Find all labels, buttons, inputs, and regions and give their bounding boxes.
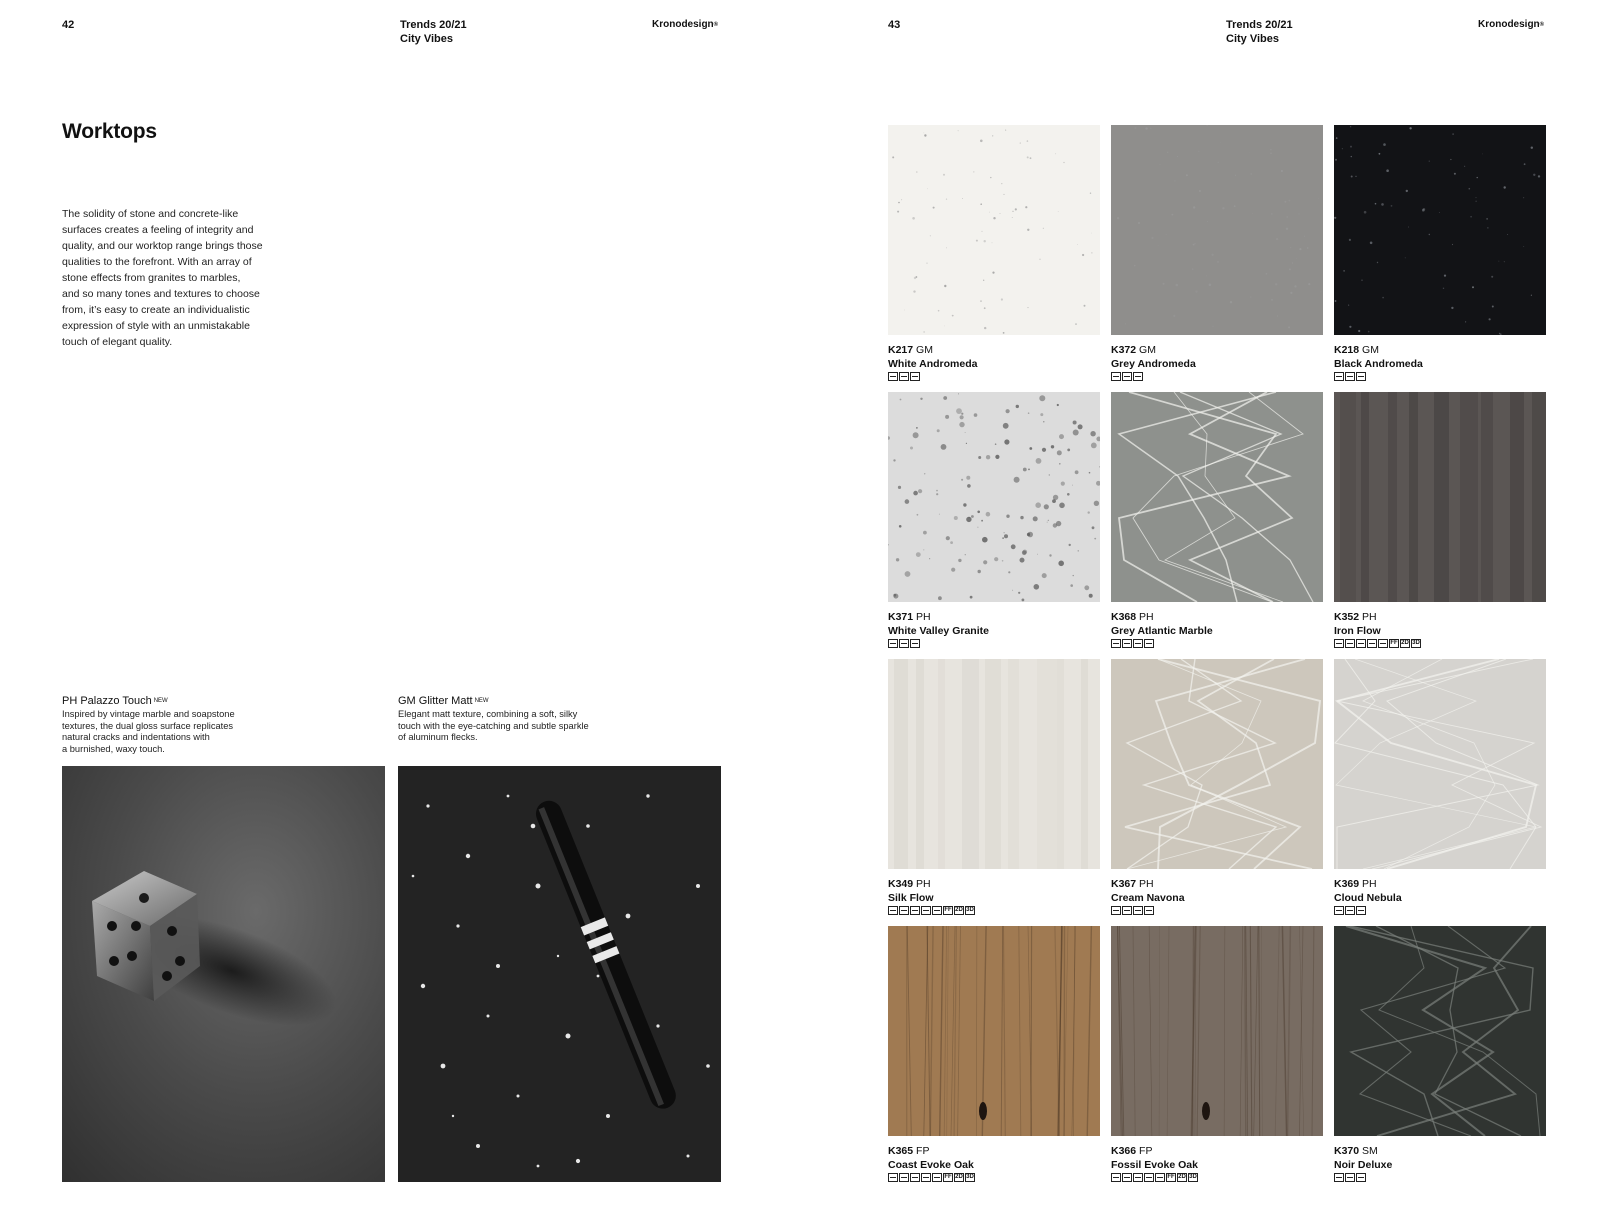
swatch-name: White Valley Granite xyxy=(888,625,989,637)
brand-right xyxy=(1478,18,1544,32)
swatch-caption xyxy=(1111,343,1323,381)
application-icon xyxy=(1133,639,1143,648)
intro-paragraph xyxy=(62,206,267,350)
swatch-finish: PH xyxy=(1359,878,1377,890)
brand-left xyxy=(652,18,718,32)
page-title: Worktops xyxy=(62,120,157,143)
feature-glitter xyxy=(398,694,618,744)
application-icons xyxy=(888,372,1100,381)
application-icon xyxy=(1144,906,1154,915)
swatch-finish: PH xyxy=(1359,611,1377,623)
swatch-finish: PH xyxy=(913,878,931,890)
swatch-k217 xyxy=(888,125,1100,335)
application-icon xyxy=(1378,639,1388,648)
application-icon xyxy=(1122,639,1132,648)
application-icon: FF xyxy=(944,1174,952,1180)
application-icons xyxy=(888,1173,1100,1182)
application-icon xyxy=(1334,372,1344,381)
brand-registered-mark: ® xyxy=(1539,22,1545,28)
application-icon: 2D xyxy=(955,1174,963,1180)
application-icon xyxy=(1345,639,1355,648)
swatch-code: K372 xyxy=(1111,344,1137,356)
palazzo-dice-photo xyxy=(62,766,385,1182)
swatch-caption xyxy=(1111,610,1323,648)
application-icon xyxy=(1111,639,1121,648)
swatch-name: White Andromeda xyxy=(888,358,978,370)
application-icon: FF xyxy=(944,907,952,913)
swatch-k367 xyxy=(1111,659,1323,869)
brand-name: Kronodesign xyxy=(652,19,714,30)
intro-line: from, it’s easy to create an individualistic xyxy=(62,304,250,316)
intro-line: expression of style with an unmistakable xyxy=(62,320,250,332)
new-badge: NEW xyxy=(153,698,168,704)
feature-title-text: GM Glitter Matt xyxy=(398,695,473,707)
swatch-code-line xyxy=(1334,877,1546,891)
swatch-name: Iron Flow xyxy=(1334,625,1381,637)
swatch-finish: GM xyxy=(1359,344,1379,356)
swatch-code-line xyxy=(888,1144,1100,1158)
application-icon xyxy=(1356,639,1366,648)
swatch-code-line xyxy=(1334,610,1546,624)
application-icon xyxy=(1345,372,1355,381)
application-icon xyxy=(899,906,909,915)
swatch-k368 xyxy=(1111,392,1323,602)
application-icons xyxy=(1111,906,1323,915)
swatch-code: K371 xyxy=(888,611,914,623)
feature-desc-line: textures, the dual gloss surface replicates xyxy=(62,720,234,731)
swatch-k352 xyxy=(1334,392,1546,602)
intro-line: surfaces creates a feeling of integrity and xyxy=(62,224,254,236)
application-icon xyxy=(1334,1173,1344,1182)
application-icon xyxy=(888,372,898,381)
application-icon: 2D xyxy=(1178,1174,1186,1180)
running-head-line2: City Vibes xyxy=(1226,33,1279,45)
swatch-code-line xyxy=(1111,877,1323,891)
swatch-finish: FP xyxy=(1136,1145,1153,1157)
intro-line: The solidity of stone and concrete-like xyxy=(62,208,239,220)
swatch-code: K369 xyxy=(1334,878,1360,890)
swatch-caption xyxy=(888,1144,1100,1182)
swatch-k370 xyxy=(1334,926,1546,1136)
intro-line: qualities to the forefront. With an array of xyxy=(62,256,252,268)
swatch-code: K368 xyxy=(1111,611,1137,623)
swatch-k372 xyxy=(1111,125,1323,335)
feature-desc-line: of aluminum flecks. xyxy=(398,732,478,743)
application-icons xyxy=(1334,372,1546,381)
feature-desc-line: natural cracks and indentations with xyxy=(62,732,210,743)
application-icon: 3D xyxy=(1412,640,1420,646)
swatch-caption xyxy=(1334,1144,1546,1182)
running-head-left xyxy=(400,18,467,46)
application-icon xyxy=(910,639,920,648)
application-icon xyxy=(932,1173,942,1182)
swatch-code: K367 xyxy=(1111,878,1137,890)
brand-name: Kronodesign xyxy=(1478,19,1540,30)
swatch-code: K218 xyxy=(1334,344,1360,356)
application-icon xyxy=(888,639,898,648)
swatch-caption xyxy=(1334,877,1546,915)
swatch-name: Cream Navona xyxy=(1111,892,1185,904)
application-icons xyxy=(888,639,1100,648)
application-icon xyxy=(1356,906,1366,915)
application-icon xyxy=(910,906,920,915)
running-head-right xyxy=(1226,18,1293,46)
application-icon xyxy=(1144,639,1154,648)
intro-line: stone effects from granites to marbles, xyxy=(62,272,241,284)
swatch-name: Cloud Nebula xyxy=(1334,892,1402,904)
application-icon: FF xyxy=(1390,640,1398,646)
swatch-caption xyxy=(1111,877,1323,915)
running-head-line1: Trends 20/21 xyxy=(400,19,467,31)
application-icons xyxy=(1334,639,1546,648)
application-icon xyxy=(1111,372,1121,381)
application-icon xyxy=(910,1173,920,1182)
running-head-line2: City Vibes xyxy=(400,33,453,45)
application-icon: 3D xyxy=(1189,1174,1197,1180)
swatch-code-line xyxy=(888,343,1100,357)
swatch-code-line xyxy=(1334,1144,1546,1158)
swatch-name: Grey Atlantic Marble xyxy=(1111,625,1213,637)
application-icons xyxy=(1111,1173,1323,1182)
swatch-caption xyxy=(1111,1144,1323,1182)
swatch-caption xyxy=(888,610,1100,648)
swatch-code-line xyxy=(1111,1144,1323,1158)
application-icon xyxy=(1133,372,1143,381)
swatch-caption xyxy=(888,877,1100,915)
application-icon xyxy=(932,906,942,915)
swatch-name: Coast Evoke Oak xyxy=(888,1159,974,1171)
application-icon xyxy=(1356,1173,1366,1182)
intro-line: touch of elegant quality. xyxy=(62,336,173,348)
swatch-name: Black Andromeda xyxy=(1334,358,1423,370)
page-number-left: 42 xyxy=(62,19,75,31)
swatch-k218 xyxy=(1334,125,1546,335)
swatch-caption xyxy=(1334,343,1546,381)
swatch-finish: PH xyxy=(913,611,931,623)
swatch-code: K217 xyxy=(888,344,914,356)
application-icon xyxy=(921,1173,931,1182)
running-head-line1: Trends 20/21 xyxy=(1226,19,1293,31)
application-icons xyxy=(888,906,1100,915)
swatch-finish: GM xyxy=(1136,344,1156,356)
application-icon: 3D xyxy=(966,1174,974,1180)
swatch-k349 xyxy=(888,659,1100,869)
application-icons xyxy=(1334,906,1546,915)
feature-description xyxy=(398,709,618,744)
application-icon: FF xyxy=(1167,1174,1175,1180)
application-icon xyxy=(1122,1173,1132,1182)
application-icon xyxy=(1345,1173,1355,1182)
application-icon xyxy=(921,906,931,915)
swatch-finish: SM xyxy=(1359,1145,1378,1157)
swatch-code: K352 xyxy=(1334,611,1360,623)
feature-title xyxy=(398,694,618,708)
feature-description xyxy=(62,709,262,756)
feature-title xyxy=(62,694,262,708)
swatch-finish: GM xyxy=(913,344,933,356)
swatch-finish: PH xyxy=(1136,611,1154,623)
application-icon xyxy=(1122,372,1132,381)
application-icon: 2D xyxy=(1401,640,1409,646)
brand-registered-mark: ® xyxy=(713,22,719,28)
swatch-k366 xyxy=(1111,926,1323,1136)
feature-desc-line: Inspired by vintage marble and soapstone xyxy=(62,709,235,719)
application-icons xyxy=(1334,1173,1546,1182)
application-icon xyxy=(899,639,909,648)
swatch-code-line xyxy=(1111,610,1323,624)
swatch-name: Noir Deluxe xyxy=(1334,1159,1393,1171)
swatch-name: Grey Andromeda xyxy=(1111,358,1196,370)
application-icon xyxy=(1334,906,1344,915)
application-icon xyxy=(888,906,898,915)
swatch-k369 xyxy=(1334,659,1546,869)
application-icon xyxy=(1334,639,1344,648)
swatch-finish: FP xyxy=(913,1145,930,1157)
swatch-caption xyxy=(1334,610,1546,648)
swatch-code-line xyxy=(888,610,1100,624)
application-icon xyxy=(1345,906,1355,915)
swatch-code: K349 xyxy=(888,878,914,890)
application-icon: 2D xyxy=(955,907,963,913)
page-number-right: 43 xyxy=(888,19,901,31)
application-icon xyxy=(1144,1173,1154,1182)
intro-line: quality, and our worktop range brings those xyxy=(62,240,263,252)
swatch-name: Fossil Evoke Oak xyxy=(1111,1159,1198,1171)
new-badge: NEW xyxy=(474,698,489,704)
application-icon xyxy=(1111,1173,1121,1182)
application-icon xyxy=(1122,906,1132,915)
swatch-finish: PH xyxy=(1136,878,1154,890)
application-icons xyxy=(1111,639,1323,648)
swatch-code: K370 xyxy=(1334,1145,1360,1157)
feature-title-text: PH Palazzo Touch xyxy=(62,695,152,707)
swatch-code-line xyxy=(888,877,1100,891)
application-icon xyxy=(899,1173,909,1182)
application-icon xyxy=(1356,372,1366,381)
application-icon: 3D xyxy=(966,907,974,913)
application-icon xyxy=(910,372,920,381)
application-icon xyxy=(888,1173,898,1182)
feature-desc-line: touch with the eye-catching and subtle sparkle xyxy=(398,720,589,731)
swatch-caption xyxy=(888,343,1100,381)
application-icon xyxy=(1133,1173,1143,1182)
feature-desc-line: Elegant matt texture, combining a soft, silky xyxy=(398,709,578,719)
application-icon xyxy=(1133,906,1143,915)
swatch-k371 xyxy=(888,392,1100,602)
intro-line: and so many tones and textures to choose xyxy=(62,288,260,300)
application-icon xyxy=(1155,1173,1165,1182)
application-icons xyxy=(1111,372,1323,381)
swatch-code: K365 xyxy=(888,1145,914,1157)
feature-desc-line: a burnished, waxy touch. xyxy=(62,744,165,755)
application-icon xyxy=(1111,906,1121,915)
application-icon xyxy=(1367,639,1377,648)
swatch-code-line xyxy=(1334,343,1546,357)
application-icon xyxy=(899,372,909,381)
swatch-name: Silk Flow xyxy=(888,892,934,904)
swatch-code-line xyxy=(1111,343,1323,357)
glitter-pen-photo xyxy=(398,766,721,1182)
feature-palazzo xyxy=(62,694,262,756)
swatch-code: K366 xyxy=(1111,1145,1137,1157)
swatch-k365 xyxy=(888,926,1100,1136)
